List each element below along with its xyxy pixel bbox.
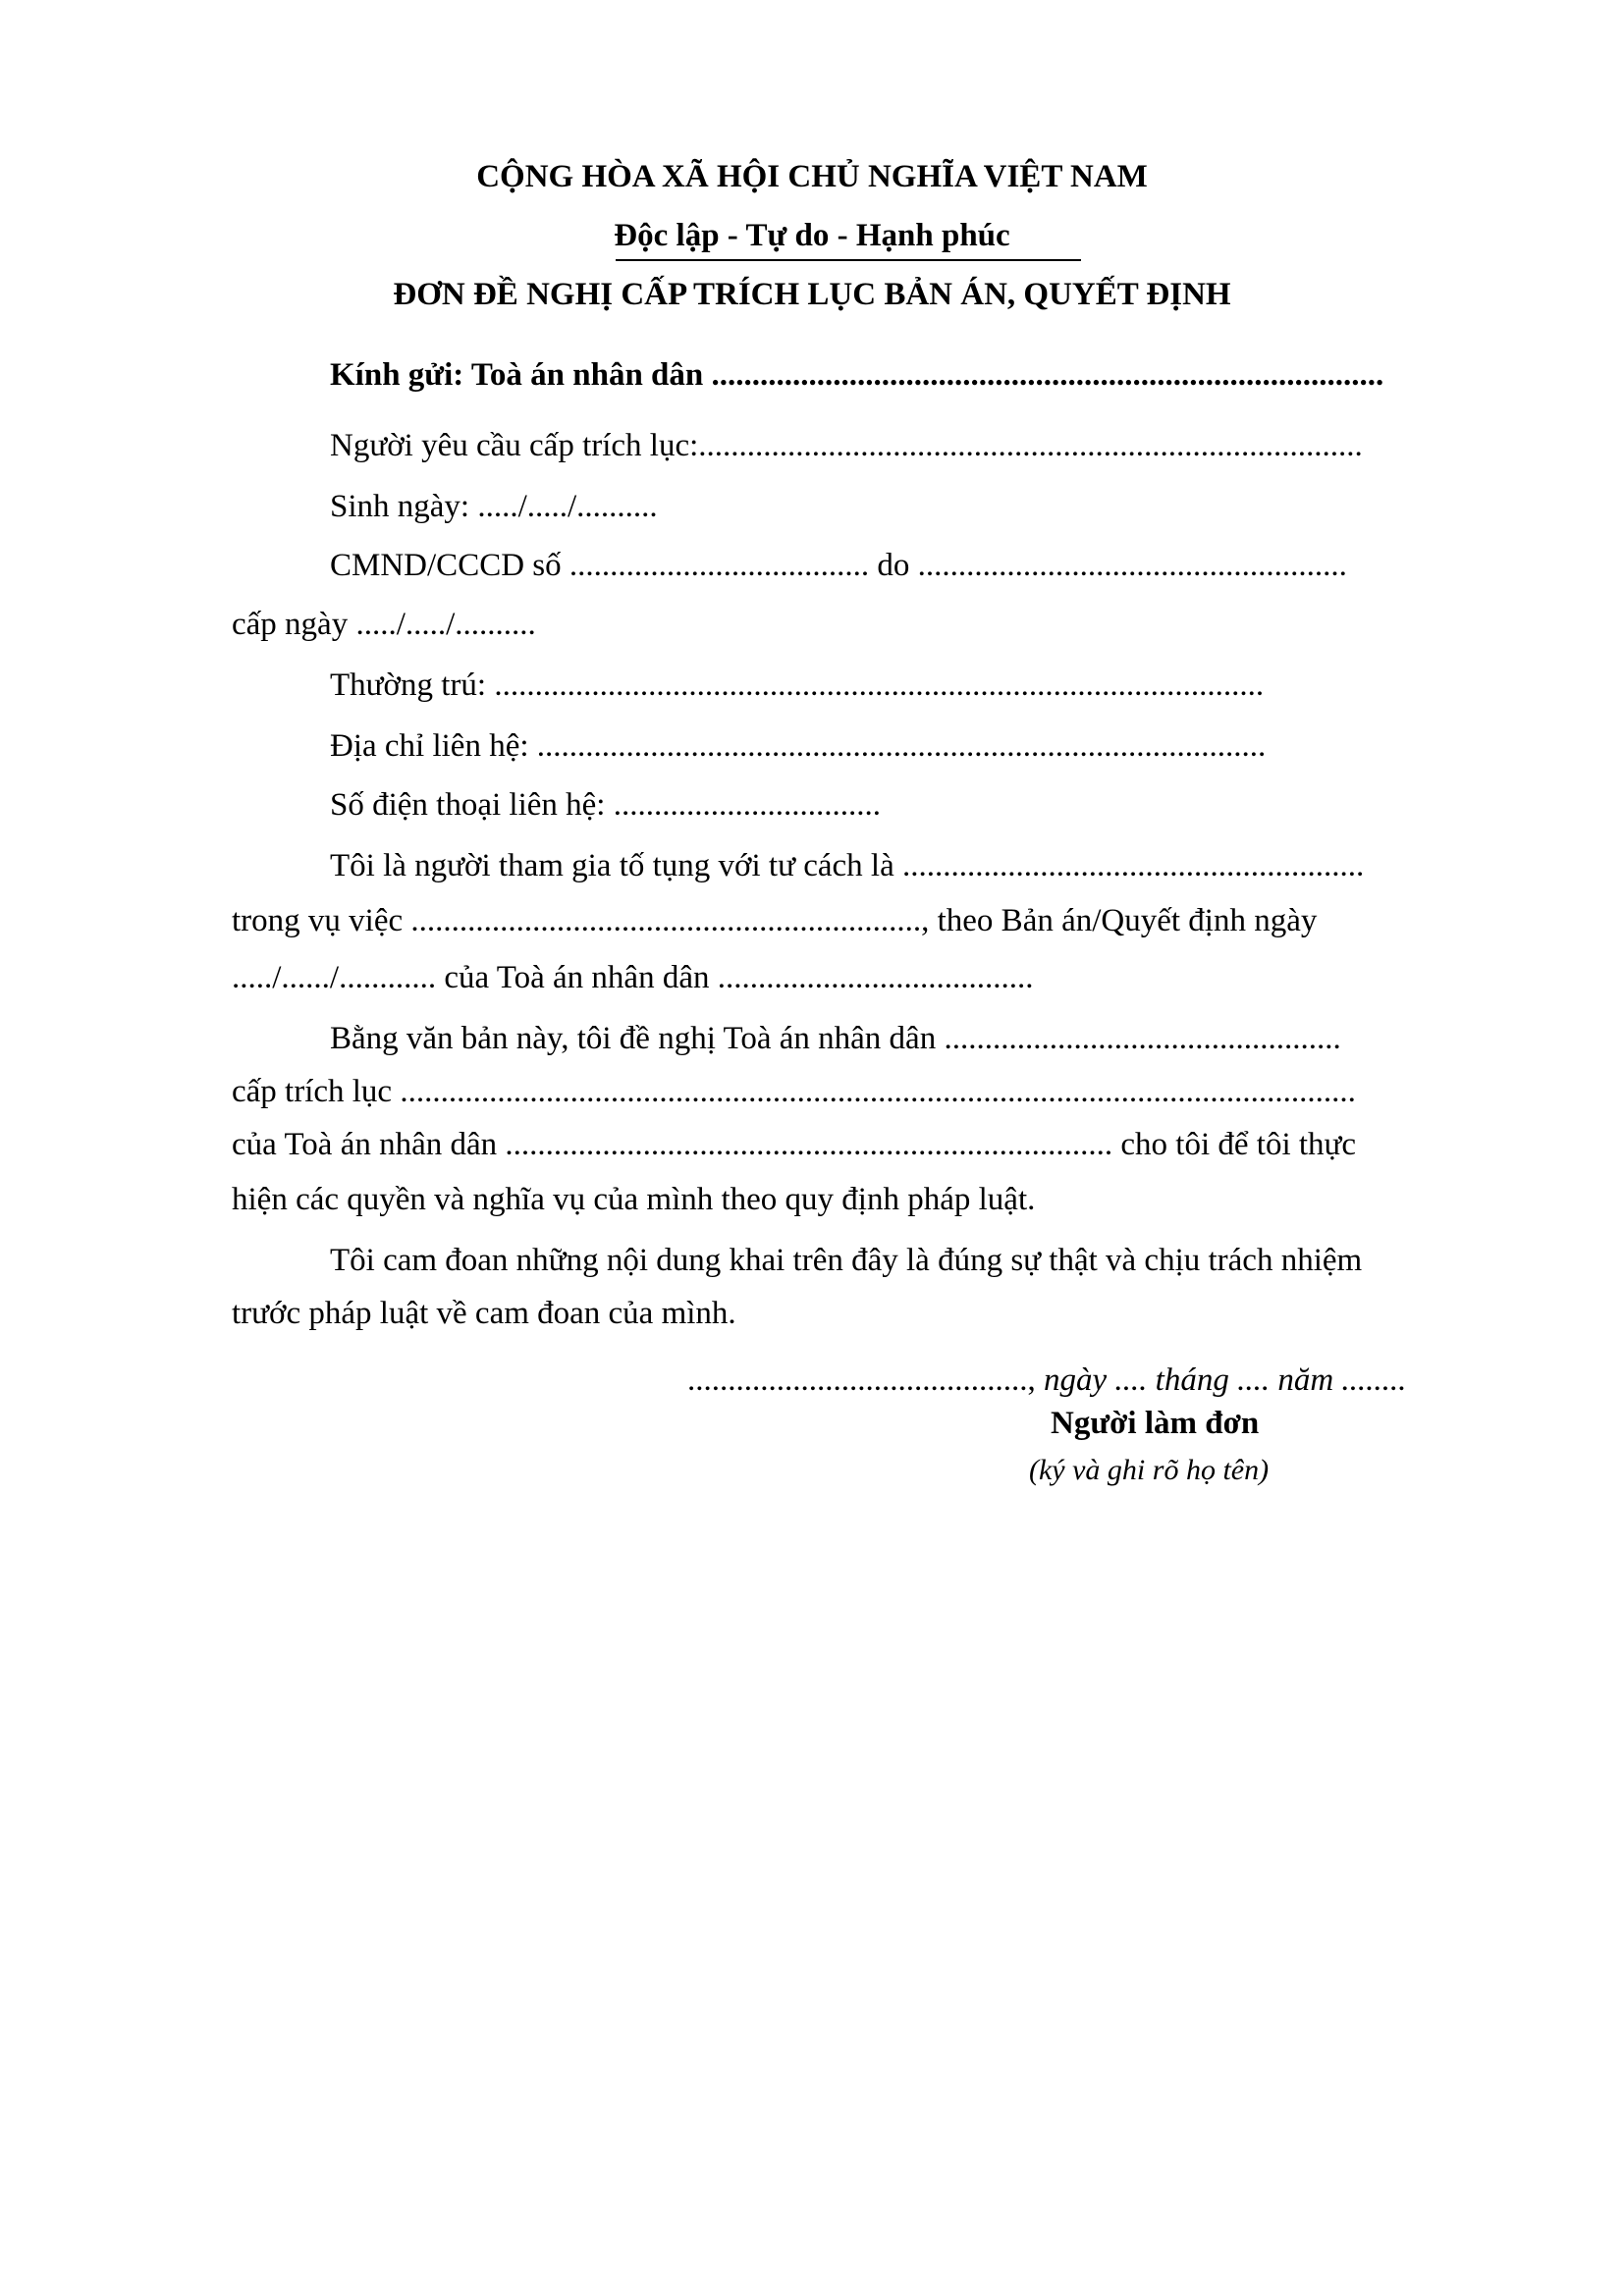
id-number-line: CMND/CCCD số ..................................... do ..................................................... xyxy=(330,548,1347,583)
place-date-line xyxy=(687,1361,1406,1400)
phone-line: Số điện thoại liên hệ: ................................. xyxy=(330,787,881,823)
case-line: trong vụ việc ..............................................................., theo Bản án/Quyết định ngày xyxy=(232,903,1318,938)
place-blank: .........................................., xyxy=(687,1362,1036,1398)
judgment-date-line: ...../....../............ của Toà án nhân dân ....................................... xyxy=(232,960,1034,995)
issuing-court-line: của Toà án nhân dân ........................................................................... cho tôi để tôi thực xyxy=(232,1127,1357,1162)
document-title: ĐƠN ĐỀ NGHỊ CẤP TRÍCH LỤC BẢN ÁN, QUYẾT ĐỊNH xyxy=(393,277,1231,312)
date-text: ngày .... tháng .... năm ........ xyxy=(1035,1362,1407,1398)
id-issue-date-line: cấp ngày ...../...../.......... xyxy=(232,607,536,642)
signature-instruction: (ký và ghi rõ họ tên) xyxy=(1029,1454,1270,1486)
contact-address-line: Địa chỉ liên hệ: .......................................................................................... xyxy=(330,728,1267,764)
signer-title: Người làm đơn xyxy=(1051,1406,1260,1441)
requester-line: Người yêu cầu cấp trích lục:.................................................................................. xyxy=(330,428,1363,463)
participant-role-line: Tôi là người tham gia tố tụng với tư cách là ......................................................... xyxy=(330,848,1365,883)
national-motto: Độc lập - Tự do - Hạnh phúc xyxy=(614,218,1010,253)
national-title: CỘNG HÒA XÃ HỘI CHỦ NGHĨA VIỆT NAM xyxy=(476,159,1148,194)
extract-line: cấp trích lục ...................................................................................................................... xyxy=(232,1074,1356,1109)
rights-line: hiện các quyền và nghĩa vụ của mình theo quy định pháp luật. xyxy=(232,1182,1036,1217)
motto-underline xyxy=(616,259,1081,261)
commitment-line-1: Tôi cam đoan những nội dung khai trên đây là đúng sự thật và chịu trách nhiệm xyxy=(330,1243,1363,1278)
commitment-line-2: trước pháp luật về cam đoan của mình. xyxy=(232,1296,736,1331)
birthdate-line: Sinh ngày: ...../...../.......... xyxy=(330,489,658,524)
request-court-line: Bằng văn bản này, tôi đề nghị Toà án nhân dân ................................................. xyxy=(330,1021,1341,1056)
recipient-line: Kính gửi: Toà án nhân dân ................................................................................... xyxy=(330,357,1384,393)
permanent-address-line: Thường trú: ............................................................................................... xyxy=(330,667,1265,703)
